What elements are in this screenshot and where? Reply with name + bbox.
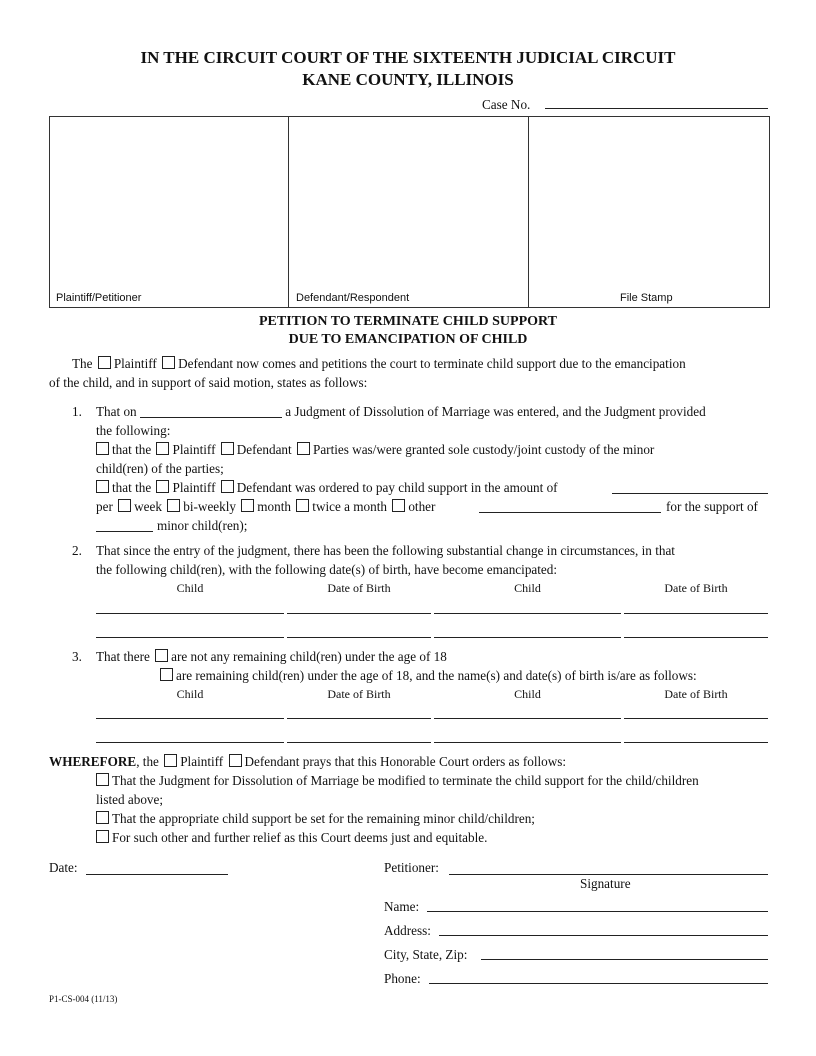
signature-label: Signature bbox=[580, 876, 631, 891]
item1-num: 1. bbox=[72, 404, 82, 419]
item3-dob-field[interactable] bbox=[624, 742, 768, 743]
wherefore-defendant-checkbox[interactable] bbox=[229, 754, 242, 767]
item1-line1: That on a Judgment of Dissolution of Marriage was entered, and the Judgment provided bbox=[96, 404, 706, 419]
item2-child-field[interactable] bbox=[434, 637, 621, 638]
item3-dob-field[interactable] bbox=[287, 718, 431, 719]
case-no-label: Case No. bbox=[482, 97, 531, 112]
custody-plaintiff-checkbox[interactable] bbox=[156, 442, 169, 455]
item2-col-dob-1: Date of Birth bbox=[327, 581, 391, 595]
item3-line2: are remaining child(ren) under the age of 18, and the name(s) and date(s) of birth is/are as follows: bbox=[158, 666, 697, 685]
item3-col-dob-1: Date of Birth bbox=[327, 687, 391, 701]
item2-line2: the following child(ren), with the following date(s) of birth, have become emancipated: bbox=[96, 562, 558, 577]
judgment-date-field[interactable] bbox=[140, 404, 282, 418]
custody-line2: child(ren) of the parties; bbox=[96, 461, 224, 476]
date-label: Date: bbox=[49, 860, 78, 875]
item2-line1: That since the entry of the judgment, there has been the following substantial change in circumstances, in that bbox=[96, 543, 675, 558]
caption-box bbox=[49, 116, 770, 308]
custody-parties-checkbox[interactable] bbox=[297, 442, 310, 455]
petition-title-line1: PETITION TO TERMINATE CHILD SUPPORT bbox=[259, 314, 557, 329]
wherefore-opt1-line2: listed above; bbox=[96, 792, 164, 807]
city-state-zip-field[interactable] bbox=[481, 959, 768, 960]
item2-col-child-1: Child bbox=[176, 581, 204, 595]
item3-dob-field[interactable] bbox=[287, 742, 431, 743]
defendant-cell[interactable] bbox=[289, 117, 529, 307]
other-frequency-field[interactable] bbox=[479, 512, 661, 513]
minor-children-text: minor child(ren); bbox=[157, 518, 248, 533]
petitioner-label: Petitioner: bbox=[384, 860, 439, 875]
item3-col-child-2: Child bbox=[514, 687, 541, 701]
wherefore-opt3: For such other and further relief as this Court deems just and equitable. bbox=[96, 828, 487, 847]
file-stamp-label: File Stamp bbox=[620, 292, 673, 304]
name-label: Name: bbox=[384, 899, 420, 914]
court-title: IN THE CIRCUIT COURT OF THE SIXTEENTH JUDICIAL CIRCUIT bbox=[140, 48, 676, 67]
item2-dob-field[interactable] bbox=[287, 637, 431, 638]
item2-num: 2. bbox=[72, 543, 82, 558]
item3-child-field[interactable] bbox=[96, 718, 284, 719]
name-field[interactable] bbox=[427, 911, 768, 912]
support-amount-field[interactable] bbox=[612, 493, 768, 494]
support-plaintiff-checkbox[interactable] bbox=[156, 480, 169, 493]
twice-month-checkbox[interactable] bbox=[296, 499, 309, 512]
week-checkbox[interactable] bbox=[118, 499, 131, 512]
custody-defendant-checkbox[interactable] bbox=[221, 442, 234, 455]
address-field[interactable] bbox=[439, 935, 768, 936]
item2-child-field[interactable] bbox=[96, 613, 284, 614]
set-support-checkbox[interactable] bbox=[96, 811, 109, 824]
other-relief-checkbox[interactable] bbox=[96, 830, 109, 843]
custody-checkbox[interactable] bbox=[96, 442, 109, 455]
item3-child-field[interactable] bbox=[96, 742, 284, 743]
wherefore-line: WHEREFORE, the Plaintiff Defendant prays that this Honorable Court orders as follows: bbox=[49, 754, 567, 769]
item3-num: 3. bbox=[72, 649, 82, 664]
phone-label: Phone: bbox=[384, 971, 421, 986]
item3-child-field[interactable] bbox=[434, 742, 621, 743]
wherefore-opt2: That the appropriate child support be set for the remaining minor child/children; bbox=[96, 809, 535, 828]
item2-dob-field[interactable] bbox=[624, 637, 768, 638]
intro-defendant-checkbox[interactable] bbox=[162, 356, 175, 369]
item3-dob-field[interactable] bbox=[624, 718, 768, 719]
wherefore-opt1: That the Judgment for Dissolution of Marriage be modified to terminate the child support for the child/children bbox=[96, 771, 699, 790]
not-remaining-checkbox[interactable] bbox=[155, 649, 168, 662]
item3-line1: That there are not any remaining child(ren) under the age of 18 bbox=[96, 649, 447, 664]
item2-col-child-2: Child bbox=[514, 581, 541, 595]
item1-support-line: that the Plaintiff Defendant was ordered to pay child support in the amount of bbox=[96, 478, 558, 497]
petition-title-line2: DUE TO EMANCIPATION OF CHILD bbox=[288, 332, 528, 347]
other-checkbox[interactable] bbox=[392, 499, 405, 512]
item2-child-field[interactable] bbox=[434, 613, 621, 614]
plaintiff-cell[interactable] bbox=[50, 117, 289, 307]
form-id: P1-CS-004 (11/13) bbox=[49, 994, 118, 1004]
support-checkbox[interactable] bbox=[96, 480, 109, 493]
item2-child-field[interactable] bbox=[96, 637, 284, 638]
item3-child-field[interactable] bbox=[434, 718, 621, 719]
remaining-checkbox[interactable] bbox=[160, 668, 173, 681]
item3-col-dob-2: Date of Birth bbox=[664, 687, 728, 701]
month-checkbox[interactable] bbox=[241, 499, 254, 512]
support-defendant-checkbox[interactable] bbox=[221, 480, 234, 493]
item1-custody-line: that the Plaintiff Defendant Parties was/were granted sole custody/joint custody of the minor bbox=[96, 440, 654, 459]
item1-frequency-line: per week bi-weekly month twice a month other bbox=[96, 499, 436, 514]
biweekly-checkbox[interactable] bbox=[167, 499, 180, 512]
plaintiff-label: Plaintiff/Petitioner bbox=[56, 292, 142, 304]
intro-line2: of the child, and in support of said motion, states as follows: bbox=[49, 375, 368, 390]
item2-col-dob-2: Date of Birth bbox=[664, 581, 728, 595]
date-field[interactable] bbox=[86, 874, 228, 875]
phone-field[interactable] bbox=[429, 983, 768, 984]
item2-dob-field[interactable] bbox=[624, 613, 768, 614]
intro-plaintiff-checkbox[interactable] bbox=[98, 356, 111, 369]
intro-line1: The Plaintiff Defendant now comes and petitions the court to terminate child support due to the emancipation bbox=[72, 356, 686, 371]
item3-col-child-1: Child bbox=[176, 687, 204, 701]
for-support-text: for the support of bbox=[666, 499, 758, 514]
case-no-field[interactable] bbox=[545, 108, 768, 109]
defendant-label: Defendant/Respondent bbox=[296, 292, 410, 304]
wherefore-plaintiff-checkbox[interactable] bbox=[164, 754, 177, 767]
item1-following: the following: bbox=[96, 423, 171, 438]
address-label: Address: bbox=[384, 923, 431, 938]
item2-dob-field[interactable] bbox=[287, 613, 431, 614]
city-label: City, State, Zip: bbox=[384, 947, 468, 962]
minor-count-field[interactable] bbox=[96, 531, 153, 532]
county-title: KANE COUNTY, ILLINOIS bbox=[302, 70, 514, 89]
terminate-support-checkbox[interactable] bbox=[96, 773, 109, 786]
